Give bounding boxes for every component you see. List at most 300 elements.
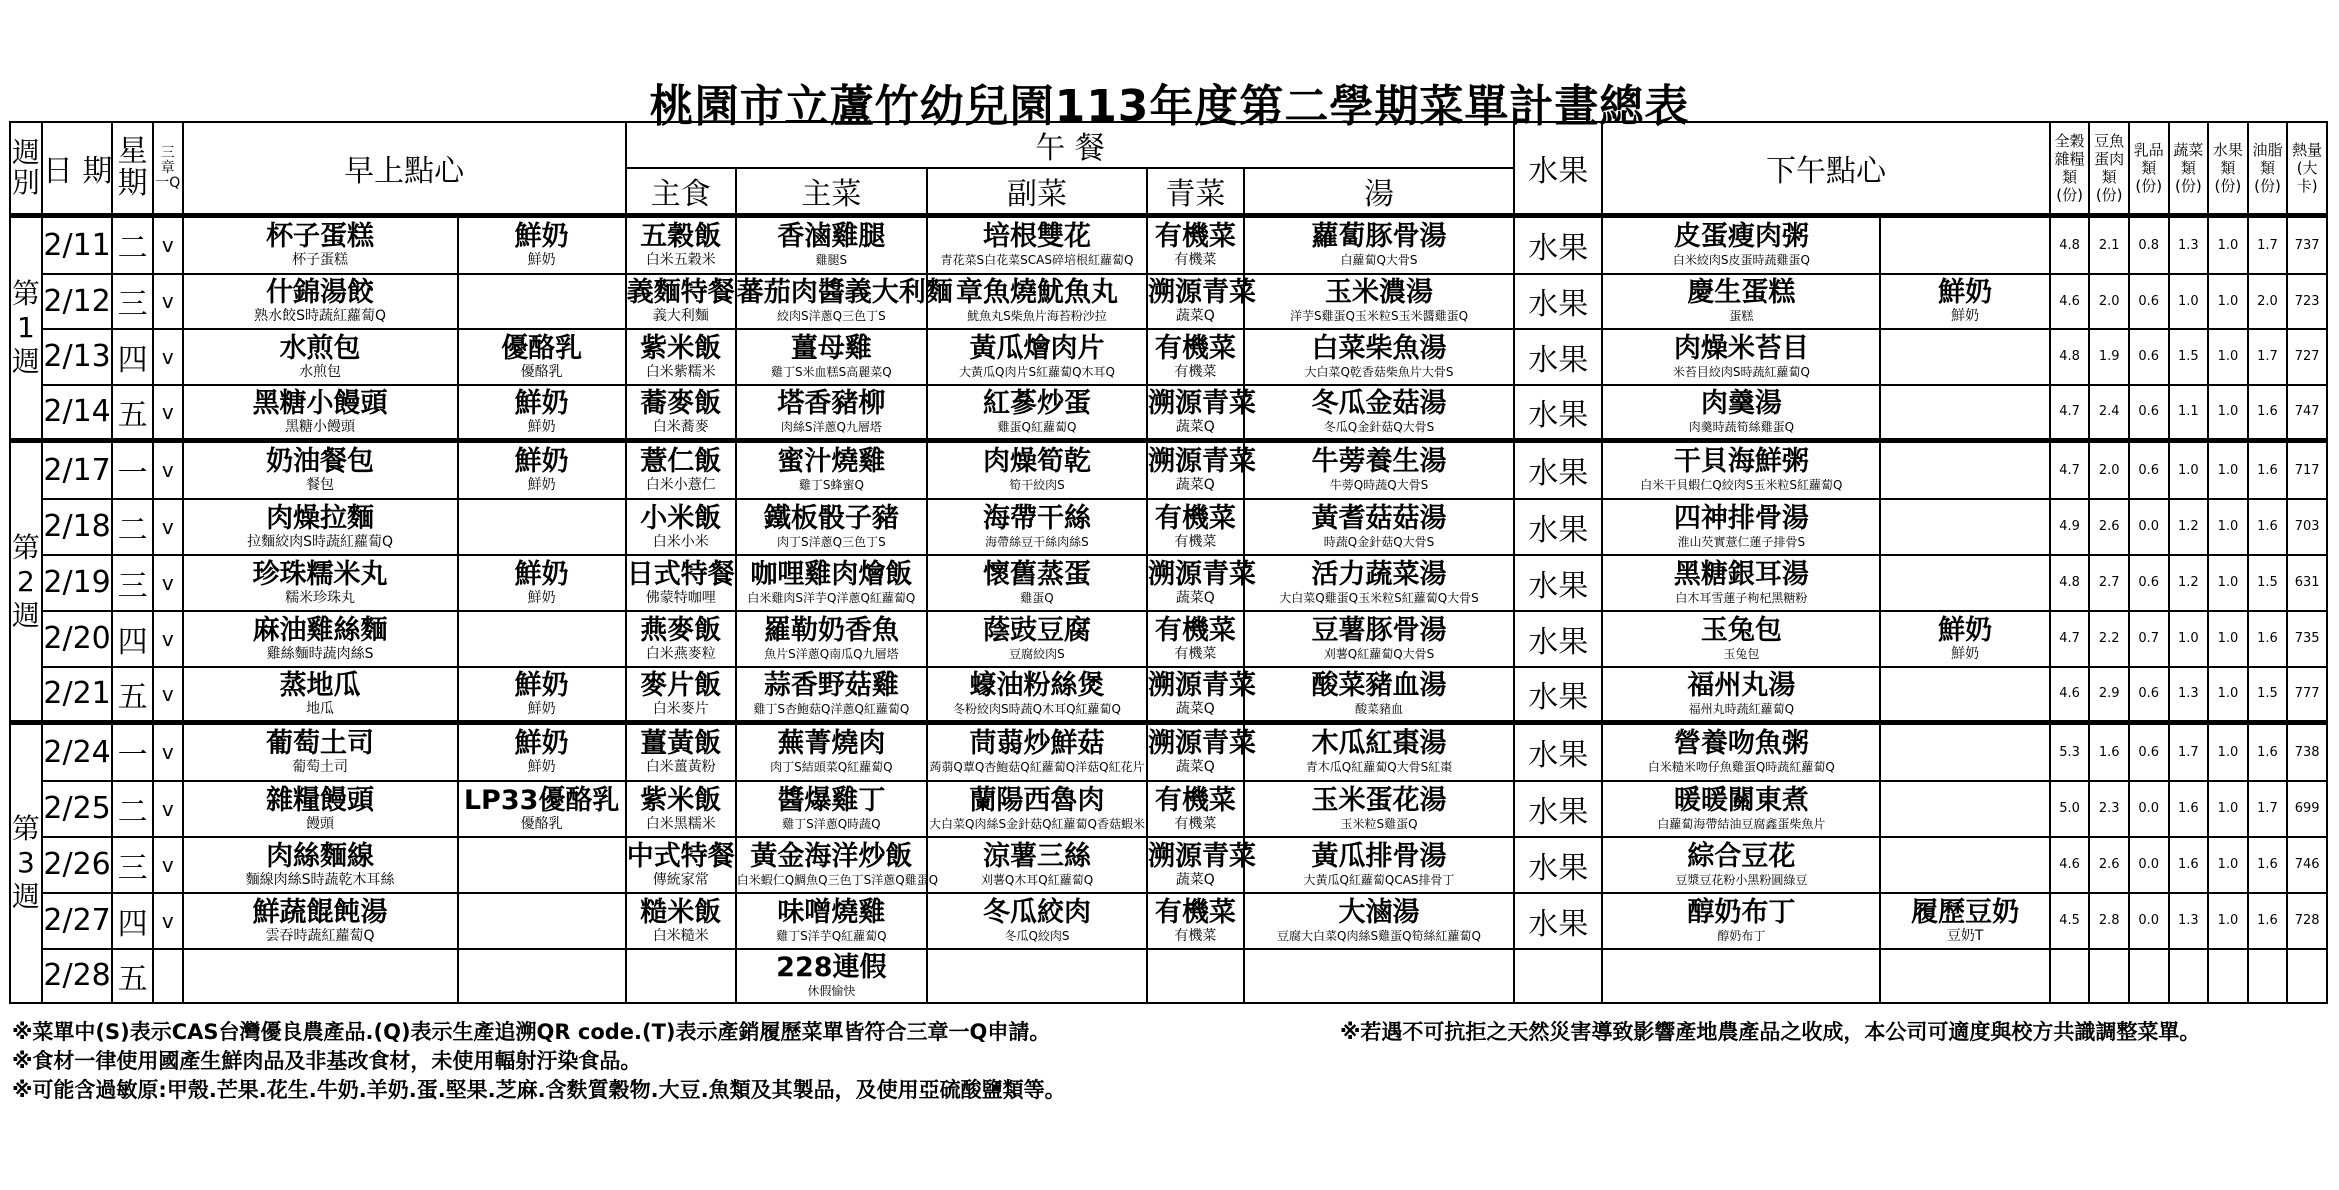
soup-ingredients: 牛蒡Q時蔬Q大骨S [1329,478,1429,493]
grain-value: 4.6 [2050,667,2090,723]
side-dish-cell [927,667,1147,723]
soup: 黃耆菇菇湯 [1311,502,1447,534]
three-chapter-check [153,949,183,1003]
main-dish-cell [736,723,927,781]
side-dish-ingredients: 豆腐絞肉S [1009,646,1065,661]
menu-row [10,555,2327,611]
afternoon-drink-cell [1880,611,2049,667]
grain-value: 4.6 [2050,837,2090,893]
fruit [1514,949,1602,1003]
staple-ingredients: 傳統家常 [652,871,709,888]
morning-snack-item-cell [183,216,458,274]
main-dish-cell [736,555,927,611]
fruit: 水果 [1514,723,1602,781]
greens-cell [1147,667,1256,723]
date: 2/17 [42,441,112,499]
date: 2/26 [42,837,112,893]
afternoon-snack-item: 福州丸湯 [1687,669,1796,701]
soup-cell [1244,441,1515,499]
grain-value: 5.0 [2050,781,2090,837]
greens: 有機菜 [1154,614,1236,646]
soup-cell [1244,555,1515,611]
protein-value: 1.9 [2089,329,2129,385]
header-grain: 全穀雜糧類(份) [2050,122,2090,216]
date: 2/18 [42,499,112,555]
three-chapter-check: v [153,274,183,329]
fat-value: 1.5 [2248,667,2288,723]
main-dish: 香滷雞腿 [777,221,886,253]
morning-snack-item-cell [183,611,458,667]
calories-value: 747 [2287,385,2327,441]
fat-value: 1.6 [2248,893,2288,949]
morning-drink: 鮮奶 [514,558,569,590]
soup: 冬瓜金菇湯 [1311,387,1447,419]
afternoon-snack-item-cell [1602,949,1880,1003]
main-dish-ingredients: 魚片S洋蔥Q南瓜Q九層塔 [764,646,899,661]
side-dish: 海帶干絲 [982,502,1091,534]
vegetable-value: 1.7 [2169,723,2209,781]
menu-table [9,121,2328,1004]
date: 2/13 [42,329,112,385]
side-dish: 黃瓜燴肉片 [969,332,1105,364]
dairy-value: 0.0 [2129,893,2169,949]
grain-value: 4.9 [2050,499,2090,555]
grain-value: 4.6 [2050,274,2090,329]
staple-cell [626,837,736,893]
weekday: 四 [112,611,153,667]
main-dish-ingredients: 雞丁S米血糕S高麗菜Q [771,364,892,379]
soup-cell [1244,216,1515,274]
staple-cell [626,216,736,274]
morning-snack-item-cell [183,441,458,499]
side-dish: 茼蒻炒鮮菇 [969,728,1105,760]
greens-cell [1147,893,1244,949]
soup-ingredients: 刈薯Q紅蘿蔔Q大骨S [1323,646,1435,661]
morning-drink-cell [458,499,626,555]
fat-value: 1.6 [2248,499,2288,555]
side-dish: 懷舊蒸蛋 [982,558,1091,590]
greens: 有機菜 [1154,221,1236,253]
fruit-servings-value: 1.0 [2208,499,2248,555]
morning-snack-item-ingredients: 麵線肉絲S時蔬乾木耳絲 [245,871,395,888]
week-label: 第3週 [10,723,42,1003]
soup: 豆薯豚骨湯 [1311,614,1447,646]
greens-ingredients: 有機菜 [1174,815,1217,832]
afternoon-drink: 鮮奶 [1938,277,1993,308]
side-dish-cell [927,499,1147,555]
side-dish: 培根雙花 [982,221,1091,253]
dairy-value: 0.6 [2129,555,2169,611]
side-dish-ingredients: 青花菜S白花菜SCAS碎培根紅蘿蔔Q [940,253,1134,268]
morning-snack-item: 水煎包 [279,332,361,364]
morning-drink-ingredients: 鮮奶 [527,700,556,717]
morning-snack-item: 蒸地瓜 [279,669,361,701]
afternoon-snack-item-cell [1602,329,1880,385]
afternoon-drink-cell [1880,893,2049,949]
greens-cell [1147,441,1256,499]
afternoon-snack-item-ingredients: 白木耳雪蓮子枸杞黑糖粉 [1675,590,1808,605]
fruit-servings-value: 1.0 [2208,781,2248,837]
calories-value: 723 [2287,274,2327,329]
morning-drink-cell [458,329,626,385]
dairy-value: 0.8 [2129,216,2169,274]
greens-ingredients: 有機菜 [1174,533,1217,550]
soup-cell [1244,385,1515,441]
protein-value: 2.6 [2089,837,2129,893]
grain-value: 4.7 [2050,611,2090,667]
soup: 大滷湯 [1338,896,1420,928]
greens-cell [1147,611,1244,667]
fat-value: 1.6 [2248,723,2288,781]
dairy-value: 0.6 [2129,385,2169,441]
afternoon-snack-item: 慶生蛋糕 [1687,277,1796,308]
morning-snack-item: 黑糖小饅頭 [252,387,388,419]
side-dish-ingredients: 冬粉絞肉S時蔬Q木耳Q紅蘿蔔Q [953,701,1121,716]
header-vegetable: 蔬菜類(份) [2169,122,2209,216]
header-lunch: 午 餐 [626,122,1515,168]
main-dish: 醬爆雞丁 [777,784,886,816]
side-dish: 蔭豉豆腐 [982,614,1091,646]
menu-row [10,441,2327,499]
dairy-value: 0.0 [2129,837,2169,893]
morning-snack-item-ingredients: 杯子蛋糕 [292,252,349,269]
header-fruit: 水果 [1514,122,1602,216]
greens: 有機菜 [1154,502,1236,534]
weekday: 五 [112,385,153,441]
morning-snack-item: 雜糧饅頭 [266,784,375,816]
morning-drink-cell [458,949,626,1003]
afternoon-snack-item-cell [1602,723,1880,781]
morning-drink-ingredients: 鮮奶 [527,759,556,776]
greens-ingredients: 有機菜 [1174,363,1217,380]
weekday: 二 [112,499,153,555]
protein-value: 2.1 [2089,216,2129,274]
header-soup: 湯 [1244,168,1515,216]
header-afternoon-snack: 下午點心 [1602,122,2050,216]
morning-snack-item-ingredients: 饅頭 [306,815,335,832]
afternoon-drink: 鮮奶 [1938,614,1993,646]
soup-cell [1244,499,1515,555]
header-side-dish: 副菜 [927,168,1147,216]
afternoon-snack-item-ingredients: 白米絞肉S皮蛋時蔬雞蛋Q [1672,253,1810,268]
side-dish-ingredients: 刈薯Q木耳Q紅蘿蔔Q [980,872,1094,887]
staple: 薑黃飯 [640,728,722,760]
staple: 麥片飯 [640,669,722,701]
vegetable-value: 1.1 [2169,385,2209,441]
calories-value: 699 [2287,781,2327,837]
main-dish: 咖哩雞肉燴飯 [750,558,913,590]
morning-drink: 優酪乳 [501,332,583,364]
afternoon-snack-item: 暖暖關東煮 [1673,784,1809,816]
side-dish: 涼薯三絲 [982,840,1091,872]
main-dish: 蕪菁燒肉 [777,728,886,760]
morning-snack-item-cell [183,781,458,837]
afternoon-snack-item: 四神排骨湯 [1673,502,1809,534]
weekday: 五 [112,667,153,723]
grain-value: 4.7 [2050,441,2090,499]
afternoon-snack-item-ingredients: 肉羹時蔬筍絲雞蛋Q [1688,419,1795,434]
fruit: 水果 [1514,555,1602,611]
afternoon-snack-item-cell [1602,555,1880,611]
fruit-servings-value: 1.0 [2208,555,2248,611]
morning-snack-item: 什錦湯餃 [266,277,375,308]
greens: 有機菜 [1154,896,1236,928]
header-dairy: 乳品類(份) [2129,122,2169,216]
dairy-value: 0.0 [2129,499,2169,555]
afternoon-snack-item-cell [1602,274,1880,329]
fat-value: 1.7 [2248,216,2288,274]
staple-ingredients: 白米蕎麥 [652,418,709,435]
header-main-dish: 主菜 [736,168,927,216]
fruit: 水果 [1514,667,1602,723]
weekday: 一 [112,723,153,781]
staple-cell [626,274,736,329]
menu-body [10,216,2327,1003]
morning-snack-item-cell [183,893,458,949]
greens: 溯源青菜 [1147,840,1256,872]
side-dish-cell [927,555,1147,611]
fruit: 水果 [1514,611,1602,667]
dairy-value [2129,949,2169,1003]
dairy-value: 0.6 [2129,441,2169,499]
note-disaster: ※若遇不可抗拒之天然災害導致影響產地農產品之收成，本公司可適度與校方共識調整菜單。 [1340,1020,2201,1044]
greens-cell [1147,274,1256,329]
afternoon-snack-item-cell [1602,893,1880,949]
main-dish-ingredients: 白米雞肉S洋芋Q洋蔥Q紅蘿蔔Q [747,590,916,605]
weekday: 一 [112,441,153,499]
main-dish-ingredients: 肉丁S結頭菜Q紅蘿蔔Q [770,760,893,775]
staple-ingredients: 白米黑糯米 [645,815,716,832]
morning-snack-item-cell [183,499,458,555]
vegetable-value: 1.0 [2169,611,2209,667]
morning-snack-item: 肉燥拉麵 [266,502,375,534]
morning-snack-item: 肉絲麵線 [266,840,375,872]
three-chapter-check: v [153,667,183,723]
greens: 有機菜 [1154,784,1236,816]
staple-ingredients: 白米薑黃粉 [645,759,716,776]
greens-ingredients: 蔬菜Q [1175,308,1215,324]
main-dish-ingredients: 休假愉快 [807,983,856,998]
afternoon-snack-item-ingredients: 白蘿蔔海帶結油豆腐鑫蛋柴魚片 [1657,816,1826,831]
side-dish-ingredients: 大白菜Q肉絲S金針菇Q紅蘿蔔Q香菇蝦米 [929,816,1145,831]
page-title: 桃園市立蘆竹幼兒園113年度第二學期菜單計畫總表 [649,81,1690,132]
morning-drink-cell [458,667,626,723]
staple-cell [626,329,736,385]
afternoon-snack-item-cell [1602,385,1880,441]
protein-value: 2.6 [2089,499,2129,555]
note-labels: ※菜單中(S)表示CAS台灣優良農產品.(Q)表示生產追溯QR code.(T)表示產銷履歷菜單皆符合三章一Q申請。 [12,1020,1051,1044]
staple: 紫米飯 [640,784,722,816]
afternoon-drink-cell [1880,385,2049,441]
greens-ingredients: 蔬菜Q [1175,589,1215,606]
afternoon-snack-item: 營養吻魚粥 [1673,728,1809,760]
menu-row [10,274,2327,329]
weekday: 三 [112,274,153,329]
date: 2/21 [42,667,112,723]
morning-drink: 鮮奶 [514,446,569,478]
greens-ingredients: 蔬菜Q [1175,871,1215,888]
calories-value: 703 [2287,499,2327,555]
menu-row [10,611,2327,667]
three-chapter-check: v [153,611,183,667]
greens: 溯源青菜 [1147,446,1256,478]
main-dish-cell [736,837,939,893]
grain-value: 4.8 [2050,329,2090,385]
morning-drink-ingredients: 優酪乳 [520,815,563,832]
menu-row [10,499,2327,555]
side-dish-cell [927,611,1147,667]
fat-value: 1.5 [2248,555,2288,611]
afternoon-snack-item-cell [1602,611,1880,667]
three-chapter-check: v [153,385,183,441]
morning-snack-item: 杯子蛋糕 [266,221,375,253]
fruit-servings-value: 1.0 [2208,611,2248,667]
soup-cell [1244,893,1515,949]
afternoon-drink-cell [1880,441,2049,499]
greens-cell [1147,499,1244,555]
calories-value: 746 [2287,837,2327,893]
fruit-servings-value: 1.0 [2208,329,2248,385]
greens: 溯源青菜 [1147,277,1256,308]
three-chapter-check: v [153,329,183,385]
header-date: 日 期 [42,122,112,216]
main-dish-cell [736,893,927,949]
afternoon-snack-item-ingredients: 豆漿豆花粉小黑粉圓綠豆 [1675,872,1808,887]
soup-cell [1244,781,1515,837]
main-dish-cell [736,781,927,837]
staple: 義麵特餐 [626,277,735,308]
protein-value: 2.2 [2089,611,2129,667]
fruit-servings-value [2208,949,2248,1003]
protein-value: 1.6 [2089,723,2129,781]
staple-ingredients: 白米小薏仁 [645,477,716,494]
vegetable-value: 1.3 [2169,893,2209,949]
morning-snack-item-ingredients: 水煎包 [299,363,342,380]
greens: 有機菜 [1154,332,1236,364]
side-dish-cell [927,216,1147,274]
date: 2/19 [42,555,112,611]
afternoon-snack-item: 醇奶布丁 [1687,896,1796,928]
greens-ingredients: 有機菜 [1174,645,1217,662]
morning-snack-item-ingredients: 雲吞時蔬紅蘿蔔Q [265,927,375,944]
staple-cell [626,441,736,499]
fat-value: 1.7 [2248,781,2288,837]
main-dish-ingredients: 肉丁S洋蔥Q三色丁S [777,534,886,549]
greens: 溯源青菜 [1147,669,1256,701]
dairy-value: 0.6 [2129,329,2169,385]
protein-value: 2.3 [2089,781,2129,837]
afternoon-snack-item-cell [1602,837,1880,893]
three-chapter-check: v [153,499,183,555]
greens-ingredients: 蔬菜Q [1175,418,1215,435]
morning-snack-item-ingredients: 糯米珍珠丸 [285,589,356,606]
morning-snack-item-cell [183,555,458,611]
protein-value: 2.0 [2089,274,2129,329]
side-dish-cell [927,274,1147,329]
staple: 中式特餐 [626,840,735,872]
staple-cell [626,611,736,667]
soup-cell [1244,611,1515,667]
grain-value: 5.3 [2050,723,2090,781]
staple-cell [626,667,736,723]
fat-value: 1.6 [2248,837,2288,893]
morning-drink-cell [458,274,626,329]
morning-snack-item-ingredients: 拉麵絞肉S時蔬紅蘿蔔Q [247,533,394,550]
fruit-servings-value: 1.0 [2208,893,2248,949]
main-dish-ingredients: 雞丁S洋芋Q紅蘿蔔Q [776,928,887,943]
soup-ingredients: 洋芋S雞蛋Q玉米粒S玉米醬雞蛋Q [1289,309,1469,323]
staple-ingredients: 白米麥片 [652,700,709,717]
soup: 玉米蛋花湯 [1311,784,1447,816]
greens-cell [1147,837,1256,893]
morning-drink-ingredients: 鮮奶 [527,252,556,269]
soup-ingredients: 酸菜豬血 [1355,701,1404,716]
staple-ingredients: 白米燕麥粒 [645,645,716,662]
vegetable-value: 1.0 [2169,274,2209,329]
date: 2/11 [42,216,112,274]
morning-drink-ingredients: 鮮奶 [527,418,556,435]
three-chapter-check: v [153,441,183,499]
staple: 紫米飯 [640,332,722,364]
morning-snack-item-cell [183,274,458,329]
staple-ingredients: 白米五穀米 [645,252,716,269]
soup-ingredients: 玉米粒S雞蛋Q [1340,816,1418,831]
header-week: 週別 [10,122,42,216]
staple: 薏仁飯 [640,446,722,478]
fruit: 水果 [1514,441,1602,499]
staple-ingredients: 白米糙米 [652,927,709,944]
morning-drink-ingredients: 優酪乳 [520,363,563,380]
morning-snack-item-ingredients: 雞絲麵時蔬肉絲S [266,645,374,662]
side-dish-cell [927,385,1147,441]
side-dish: 肉燥筍乾 [982,446,1091,478]
afternoon-snack-item-ingredients: 福州丸時蔬紅蘿蔔Q [1688,701,1795,716]
menu-row [10,667,2327,723]
vegetable-value: 1.3 [2169,667,2209,723]
weekday: 五 [112,949,153,1003]
afternoon-snack-item-ingredients: 白米糙米吻仔魚雞蛋Q時蔬紅蘿蔔Q [1647,760,1835,775]
afternoon-drink-cell [1880,723,2049,781]
main-dish-ingredients: 絞肉S洋蔥Q三色丁S [777,309,886,323]
soup-ingredients: 白蘿蔔Q大骨S [1340,253,1418,268]
fat-value: 1.6 [2248,385,2288,441]
fruit: 水果 [1514,385,1602,441]
vegetable-value: 1.3 [2169,216,2209,274]
menu-row [10,723,2327,781]
morning-snack-item-ingredients: 熟水餃S時蔬紅蘿蔔Q [254,308,387,324]
main-dish: 228連假 [776,951,887,983]
side-dish-ingredients: 冬瓜Q絞肉S [1004,928,1070,943]
morning-snack-item-cell [183,949,458,1003]
morning-snack-item: 鮮蔬餛飩湯 [252,896,388,928]
morning-drink-cell [458,611,626,667]
main-dish-cell [736,329,927,385]
afternoon-snack-item: 肉羹湯 [1700,387,1782,419]
main-dish-ingredients: 雞丁S洋蔥Q時蔬Q [782,816,881,831]
vegetable-value: 1.0 [2169,441,2209,499]
staple-cell [626,385,736,441]
soup-ingredients: 青木瓜Q紅蘿蔔Q大骨S紅棗 [1305,760,1453,775]
three-chapter-check: v [153,893,183,949]
weekday: 四 [112,893,153,949]
afternoon-snack-item: 玉兔包 [1700,614,1782,646]
protein-value: 2.9 [2089,667,2129,723]
side-dish-ingredients: 大黃瓜Q肉片S紅蘿蔔Q木耳Q [959,364,1115,379]
fruit: 水果 [1514,329,1602,385]
menu-row [10,893,2327,949]
afternoon-drink-cell [1880,781,2049,837]
side-dish: 紅蔘炒蛋 [982,387,1091,419]
